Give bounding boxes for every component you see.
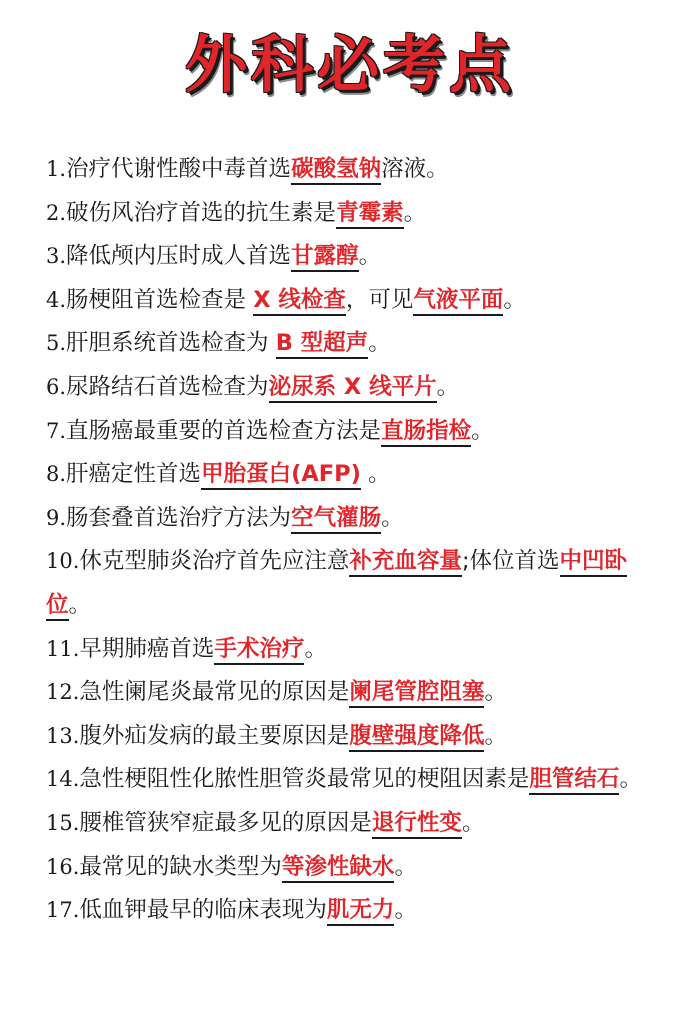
item-text: 最常见的缺水类型为 bbox=[79, 853, 282, 880]
item-highlight: 甘露醇 bbox=[291, 243, 359, 272]
item-text: 破伤风治疗首选的抗生素是 bbox=[66, 199, 337, 226]
item-text-end: 。 bbox=[484, 679, 507, 706]
item-text-end: 。 bbox=[358, 243, 382, 270]
item-text-end: 。 bbox=[394, 897, 417, 924]
item-number: 11. bbox=[46, 636, 80, 661]
item-number: 14. bbox=[46, 767, 80, 792]
item-number: 3. bbox=[46, 244, 67, 269]
item-text: 肝癌定性首选 bbox=[66, 461, 202, 488]
list-item bbox=[46, 453, 646, 497]
item-highlight: 青霉素 bbox=[336, 200, 404, 229]
item-text: 肠梗阻首选检查是 bbox=[66, 286, 254, 313]
item-highlight: 手术治疗 bbox=[214, 636, 304, 665]
item-number: 13. bbox=[46, 723, 80, 748]
item-highlight: 腹壁强度降低 bbox=[349, 723, 484, 752]
item-text-mid: ，可见 bbox=[345, 286, 414, 313]
item-number: 9. bbox=[46, 505, 67, 530]
item-number: 7. bbox=[46, 418, 67, 443]
item-number: 6. bbox=[46, 374, 67, 399]
list-item bbox=[46, 279, 646, 323]
item-highlight: 肌无力 bbox=[327, 897, 395, 926]
item-text-end: 。 bbox=[471, 417, 494, 444]
item-highlight: 阑尾管腔阻塞 bbox=[349, 679, 484, 708]
item-highlight: 胆管结石 bbox=[529, 766, 619, 795]
item-highlight: 退行性变 bbox=[372, 810, 462, 839]
item-number: 8. bbox=[46, 462, 67, 487]
item-text-end: 溶液。 bbox=[381, 156, 449, 182]
item-text: 治疗代谢性酸中毒首选 bbox=[66, 156, 292, 182]
list-item bbox=[46, 715, 646, 759]
list-item bbox=[46, 889, 646, 933]
list-item bbox=[46, 802, 646, 846]
item-text-end: 。 bbox=[68, 591, 92, 618]
item-number: 1. bbox=[46, 157, 67, 181]
item-text: 降低颅内压时成人首选 bbox=[66, 243, 292, 270]
item-text-end: 。 bbox=[619, 766, 642, 793]
list-item bbox=[46, 540, 646, 627]
page-title: 外科必考点 bbox=[184, 28, 515, 101]
item-highlight: 碳酸氢钠 bbox=[291, 156, 381, 185]
item-text-end: 。 bbox=[394, 853, 417, 880]
item-highlight: 补充血容量 bbox=[349, 548, 462, 577]
item-highlight: X 线检查 bbox=[253, 287, 346, 316]
item-text: 腹外疝发病的最主要原因是 bbox=[79, 722, 350, 749]
list-item bbox=[46, 235, 646, 279]
item-highlight: 泌尿系 X 线平片 bbox=[269, 374, 437, 403]
item-text: 直肠癌最重要的首选检查方法是 bbox=[66, 417, 382, 444]
item-text-end: 。 bbox=[304, 635, 327, 662]
list-item bbox=[46, 628, 646, 672]
item-number: 4. bbox=[46, 287, 67, 312]
item-text-end: 。 bbox=[360, 461, 391, 488]
list-item bbox=[46, 148, 646, 192]
list-item bbox=[46, 671, 646, 715]
item-text: 肠套叠首选治疗方法为 bbox=[66, 504, 292, 531]
item-text-end: 。 bbox=[368, 330, 391, 357]
list-item bbox=[46, 497, 646, 541]
item-number: 10. bbox=[46, 549, 80, 574]
item-text-end: 。 bbox=[461, 809, 485, 836]
item-highlight-2: 气液平面 bbox=[413, 287, 503, 316]
item-text-end: 。 bbox=[436, 373, 460, 400]
list-item bbox=[46, 366, 646, 410]
item-number: 2. bbox=[46, 200, 67, 225]
item-text: 腰椎管狭窄症最多见的原因是 bbox=[79, 809, 372, 836]
item-highlight-2: 中凹卧位 bbox=[46, 548, 627, 621]
item-text-end: 。 bbox=[381, 504, 404, 531]
list-item bbox=[46, 322, 646, 366]
item-text: 尿路结石首选检查为 bbox=[66, 373, 269, 400]
item-highlight: 等渗性缺水 bbox=[282, 854, 395, 883]
item-number: 12. bbox=[46, 680, 80, 705]
item-text: 早期肺癌首选 bbox=[79, 635, 215, 662]
item-text: 急性梗阻性化脓性胆管炎最常见的梗阻因素是 bbox=[79, 766, 530, 793]
key-points-list bbox=[46, 148, 646, 933]
item-highlight: 直肠指检 bbox=[381, 418, 471, 447]
item-text: 低血钾最早的临床表现为 bbox=[79, 897, 327, 924]
item-text-mid: ;体位首选 bbox=[461, 548, 560, 575]
item-number: 16. bbox=[46, 854, 80, 879]
item-text: 休克型肺炎治疗首先应注意 bbox=[79, 548, 350, 575]
item-text-end: 。 bbox=[484, 722, 507, 749]
item-text: 急性阑尾炎最常见的原因是 bbox=[79, 679, 350, 706]
list-item bbox=[46, 846, 646, 890]
list-item bbox=[46, 192, 646, 236]
item-text: 肝胆系统首选检查为 bbox=[66, 330, 276, 357]
item-number: 15. bbox=[46, 810, 80, 835]
list-item bbox=[46, 410, 646, 454]
item-highlight: B 型超声 bbox=[276, 330, 368, 359]
title-area bbox=[0, 28, 700, 102]
list-item bbox=[46, 758, 646, 802]
item-number: 17. bbox=[46, 898, 80, 923]
item-number: 5. bbox=[46, 331, 67, 356]
item-text-end: 。 bbox=[503, 286, 526, 313]
item-highlight: 甲胎蛋白(AFP) bbox=[201, 461, 361, 490]
item-highlight: 空气灌肠 bbox=[291, 505, 381, 534]
item-text-end: 。 bbox=[403, 199, 427, 226]
